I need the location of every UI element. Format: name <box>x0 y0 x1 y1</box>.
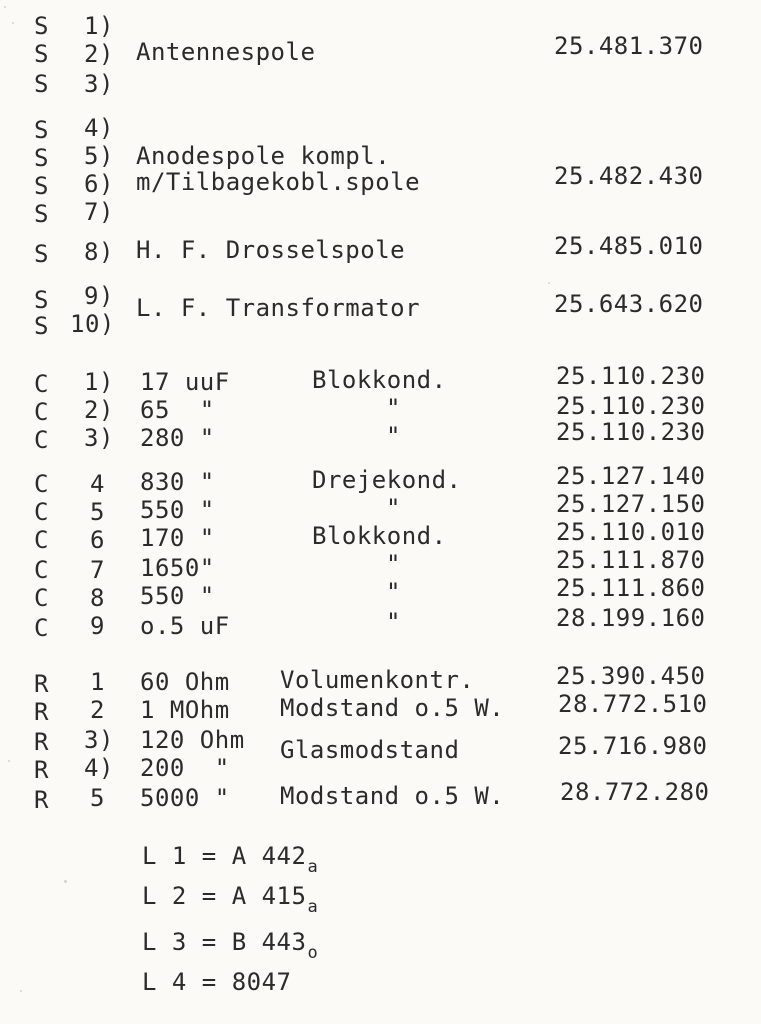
c3-part: 25.110.230 <box>556 418 706 446</box>
c9-desig: C <box>34 614 49 642</box>
c7-part: 25.111.870 <box>556 546 706 574</box>
c6-type: Blokkond. <box>312 522 447 550</box>
s6-desig: S <box>34 172 49 200</box>
l1-line: L 1 = A $442_a$ <box>142 842 319 877</box>
r5-desig: R <box>34 786 49 814</box>
l4-line: L 4 = 8047 <box>142 968 292 996</box>
r5-num: 5 <box>90 784 105 812</box>
paper-speck <box>64 880 67 883</box>
s8-part: 25.485.010 <box>554 232 704 260</box>
s2-desig: S <box>34 40 49 68</box>
c6-val: 170 " <box>140 524 215 552</box>
c8-desig: C <box>34 584 49 612</box>
r4-num: 4) <box>84 754 114 782</box>
c6-part: 25.110.010 <box>556 518 706 546</box>
paper-speck <box>4 6 6 8</box>
s6-desc: m/Tilbagekobl.spole <box>136 168 421 196</box>
c7-num: 7 <box>90 556 105 584</box>
paper-speck <box>20 990 22 992</box>
c1-part: 25.110.230 <box>556 362 706 390</box>
s5-desc: Anodespole kompl. <box>136 142 391 170</box>
c4-num: 4 <box>90 470 105 498</box>
r2-num: 2 <box>90 696 105 724</box>
s1-num: 1) <box>84 12 114 40</box>
s8-desc: H. F. Drosselspole <box>136 236 406 264</box>
r2-type: Modstand o.5 W. <box>280 694 505 722</box>
s9-num: 9) <box>84 282 114 310</box>
c2-desig: C <box>34 398 49 426</box>
r3-desig: R <box>34 728 49 756</box>
c9-val: o.5 uF <box>140 612 230 640</box>
r1-num: 1 <box>90 668 105 696</box>
c7-type: " <box>386 550 401 578</box>
s8-num: 8) <box>84 238 114 266</box>
s3-num: 3) <box>84 70 114 98</box>
c5-num: 5 <box>90 498 105 526</box>
r1-part: 25.390.450 <box>556 662 706 690</box>
s4-desig: S <box>34 116 49 144</box>
c5-val: 550 " <box>140 496 215 524</box>
r2-desig: R <box>34 698 49 726</box>
s8-desig: S <box>34 240 49 268</box>
c2-val: 65 " <box>140 396 215 424</box>
s9-part: 25.643.620 <box>554 290 704 318</box>
c3-val: 280 " <box>140 424 215 452</box>
r1-desig: R <box>34 670 49 698</box>
paper-speck <box>548 282 550 284</box>
c7-val: 1650" <box>140 554 215 582</box>
c9-part: 28.199.160 <box>556 604 706 632</box>
s9-desc: L. F. Transformator <box>136 294 421 322</box>
c5-type: " <box>386 494 401 522</box>
r3-num: 3) <box>84 726 114 754</box>
r3-type: Glasmodstand <box>280 736 460 764</box>
s5-desig: S <box>34 144 49 172</box>
c7-desig: C <box>34 556 49 584</box>
r3-val: 120 Ohm <box>140 726 245 754</box>
c6-num: 6 <box>90 526 105 554</box>
s3-desig: S <box>34 70 49 98</box>
r5-val: 5000 " <box>140 784 230 812</box>
c5-desig: C <box>34 498 49 526</box>
c3-type: " <box>386 422 401 450</box>
s5-num: 5) <box>84 142 114 170</box>
r3-part: 25.716.980 <box>558 732 708 760</box>
c1-type: Blokkond. <box>312 366 447 394</box>
c8-val: 550 " <box>140 582 215 610</box>
c2-type: " <box>386 394 401 422</box>
r1-val: 60 Ohm <box>140 668 230 696</box>
s2-num: 2) <box>84 40 114 68</box>
c1-num: 1) <box>84 368 114 396</box>
c3-num: 3) <box>84 424 114 452</box>
c2-num: 2) <box>84 396 114 424</box>
c2-part: 25.110.230 <box>556 392 706 420</box>
c8-part: 25.111.860 <box>556 574 706 602</box>
paper-speck <box>12 22 14 24</box>
s10-num: 10) <box>70 310 115 338</box>
r5-part: 28.772.280 <box>560 778 710 806</box>
c4-type: Drejekond. <box>312 466 462 494</box>
c4-val: 830 " <box>140 468 215 496</box>
c3-desig: C <box>34 426 49 454</box>
r5-type: Modstand o.5 W. <box>280 782 505 810</box>
r1-type: Volumenkontr. <box>280 666 475 694</box>
s4-num: 4) <box>84 114 114 142</box>
c6-desig: C <box>34 526 49 554</box>
c1-desig: C <box>34 370 49 398</box>
l3-line: L 3 = B $443_o$ <box>142 928 319 963</box>
r2-val: 1 MOhm <box>140 696 230 724</box>
s9-desig: S <box>34 286 49 314</box>
r4-desig: R <box>34 756 49 784</box>
c9-type: " <box>386 608 401 636</box>
r2-part: 28.772.510 <box>558 690 708 718</box>
c9-num: 9 <box>90 612 105 640</box>
l2-line: L 2 = A $415_a$ <box>142 882 319 917</box>
r4-val: 200 " <box>140 754 230 782</box>
s10-desig: S <box>34 312 49 340</box>
s2-desc: Antennespole <box>136 38 316 66</box>
c8-type: " <box>386 578 401 606</box>
c4-part: 25.127.140 <box>556 462 706 490</box>
c5-part: 25.127.150 <box>556 490 706 518</box>
s2-part: 25.481.370 <box>554 32 704 60</box>
s7-desig: S <box>34 200 49 228</box>
s1-desig: S <box>34 12 49 40</box>
paper-speck <box>8 760 10 762</box>
s7-num: 7) <box>84 198 114 226</box>
c1-val: 17 uuF <box>140 368 230 396</box>
c8-num: 8 <box>90 584 105 612</box>
s6-part: 25.482.430 <box>554 162 704 190</box>
c4-desig: C <box>34 470 49 498</box>
s6-num: 6) <box>84 170 114 198</box>
